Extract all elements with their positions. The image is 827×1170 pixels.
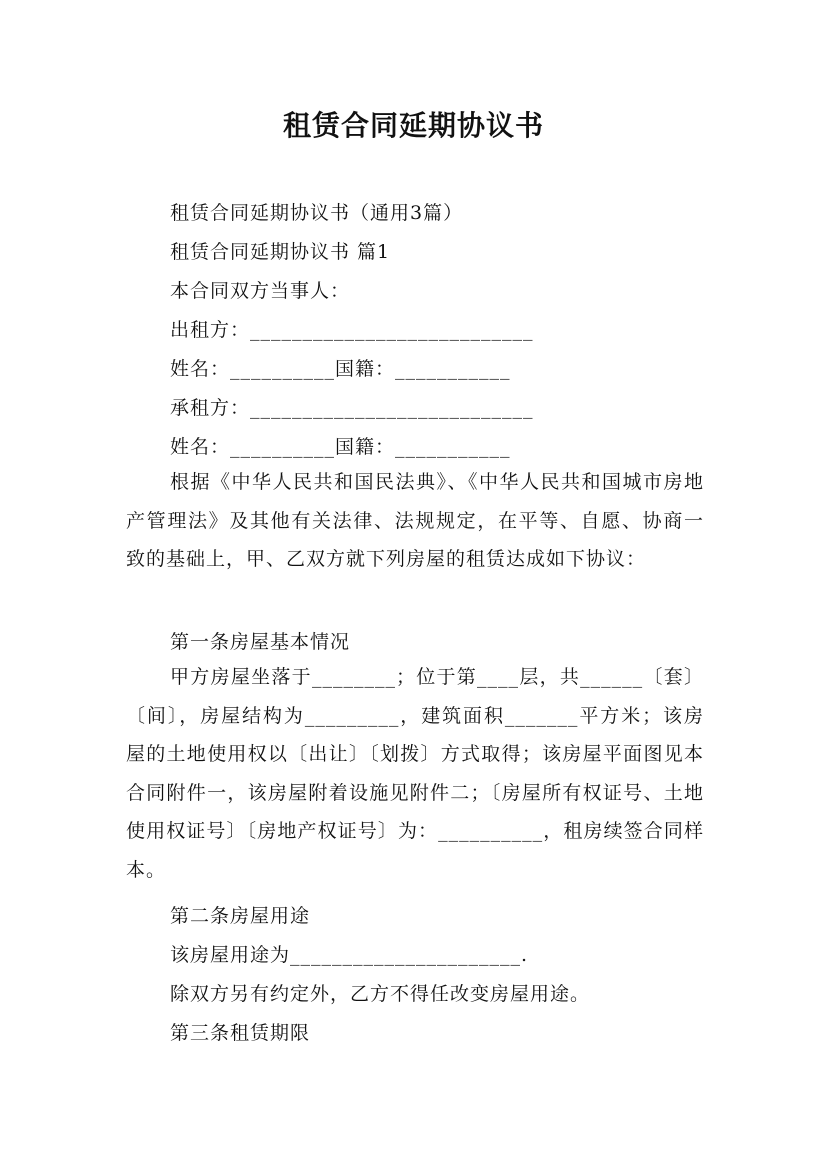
document-title: 租赁合同延期协议书 [282,109,544,142]
lessor-field: 出租方：___________________________ [170,319,534,341]
lessee-name-nationality: 姓名：__________国籍：___________ [170,436,511,458]
article-3-heading: 第三条租赁期限 [170,1022,311,1044]
article-2-heading: 第二条房屋用途 [170,905,311,927]
basis-paragraph: 根据《中华人民共和国民法典》、《中华人民共和国城市房地产管理法》及其他有关法律、法规规定，在平等、自愿、协商一致的基础上，甲、乙双方就下列房屋的租赁达成如下协议： [126,471,704,570]
section-heading: 租赁合同延期协议书 篇1 [170,241,391,263]
article-1-heading: 第一条房屋基本情况 [170,631,351,653]
subtitle-line: 租赁合同延期协议书（通用3篇） [170,202,464,224]
article-1-body: 甲方房屋坐落于________；位于第____层，共______〔套〕〔间〕，房屋结构为_________，建筑面积_______平方米；该房屋的土地使用权以〔出让〕〔划拨〕方式取得；该房屋平面图见本合同附件一，该房屋附着设施见附件二；〔房屋所有权证号、土地使用权证号〕〔房地产权证号〕为：__________，租房续签合同样本。 [126,666,704,881]
parties-intro: 本合同双方当事人： [170,280,351,302]
article-2-usage: 该房屋用途为______________________. [170,944,529,966]
lessor-name-nationality: 姓名：__________国籍：___________ [170,358,511,380]
article-2-restriction: 除双方另有约定外，乙方不得任改变房屋用途。 [170,983,591,1005]
lessee-field: 承租方：___________________________ [170,397,534,419]
